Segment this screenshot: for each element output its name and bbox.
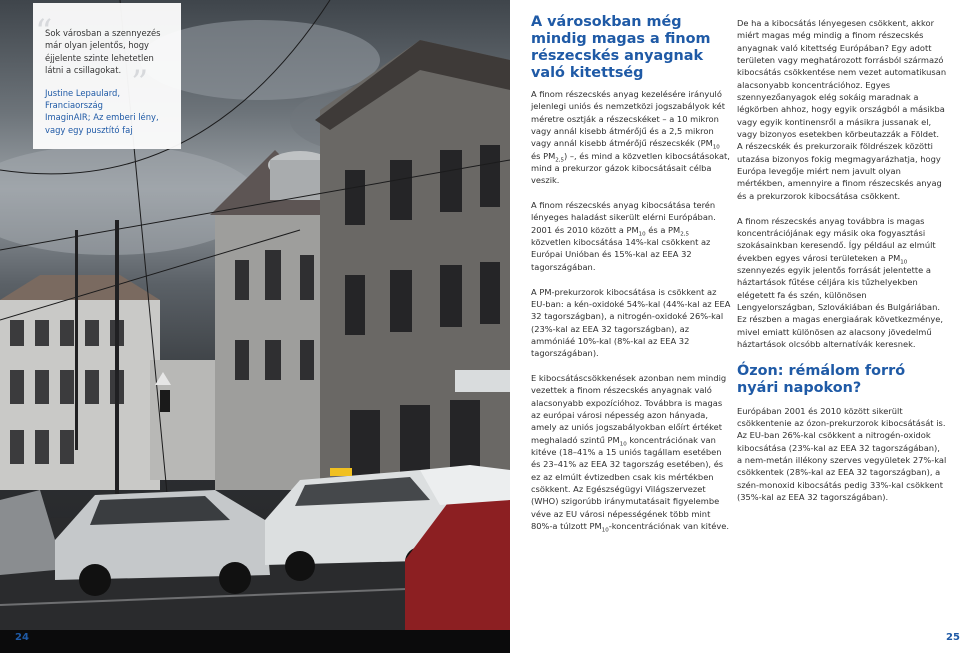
paragraph: A finom részecskés anyag kibocsátása terén lényeges haladást sikerült elérni Európában. 2001 és 2010 között a $PM_{10}$ és a $PM_{2,5}$ közvetlen kibocsátása 14%-kal csökkent az Európai Unióban és 15%-kal az EEA 32 tagországában. <box>531 200 716 272</box>
paragraph: Európában 2001 és 2010 között sikerült csökkentenie az ózon-prekurzorok kibocsátását is. Az EU-ban 26%-kal csökkent a nitrogén-oxidok kibocsátása (23%-kal az EEA 32 tagországában), a nem-metán illékony szerves vegyületek 27%-kal csökkentek (28%-kal az EEA 32 tagországban), a szén-monoxid kibocsátás pedig 33%-kal csökkent (35%-kal az EEA 32 tagországában). <box>737 405 947 503</box>
paragraph: A finom részecskés anyag továbbra is magas koncentrációjának egy másik oka fogyasztási szokásainkban keresendő. Így például az elmúlt években egyes városi területeken a $PM_{10}$ szennyezés egyik jelentős forrását jelentette a háztartások fűtése céljára kis tűzhelyekben elégetett fa és szén, különösen Lengyelországban, Szlovákiában és Bulgáriában. Ez részben a magas energiaárak következménye, mivel emiatt különösen az alacsony jövedelmű háztartások olcsóbb alternatívák keresnek. <box>737 215 944 349</box>
pull-quote-box <box>33 3 181 149</box>
paragraph: A finom részecskés anyag kezelésére irányuló jelenlegi uniós és nemzetközi jogszabályok két méretre osztják a részecskéket – a 10 mikron vagy annál kisebb átmérőjű és a 2,5 mikron vagy annál kisebb átmérőjű részecskék ($PM_{10}$ és $PM_{2,5}$) –, és mind a közvetlen kibocsátásokat, mind a prekurzor gázok kibocsátásait célba veszik. <box>531 89 730 186</box>
left-page-footer-bar <box>0 630 510 653</box>
text-column-2 <box>737 17 947 516</box>
page-number-left: 24 <box>15 632 29 643</box>
pull-quote-text: Sok városban a szennyezés már olyan jelentős, hogy éjjelente szinte lehetetlen látni a csillagokat. <box>45 28 161 76</box>
open-quote-icon: “ <box>35 12 53 52</box>
close-quote-icon: ” <box>131 63 149 103</box>
page-number-right: 25 <box>946 632 960 643</box>
text-column-1 <box>531 14 731 545</box>
section-headline-ozone: Ózon: rémálom forró nyári napokon? <box>737 362 906 396</box>
paragraph: E kibocsátáscsökkenések azonban nem mindig vezettek a finom részecskés anyagnak való alacsonyabb expozícióhoz. Továbbra is magas az európai városi népesség azon hányada, amely az uniós jogszabályokban előírt értéket meghaladó szintű $PM_{10}$ koncentrációnak van kitéve (18–41% a 15 uniós tagállam esetében és 23–41% az EEA 32 tagország esetében), és ez az elmúlt évtizedben csak kis mértékben csökkent. Az Egészségügyi Világszervezet (WHO) szigorúbb iránymutatásait figyelembe véve az EU városi népességének több mint 80%-a túlzott $PM_{10}$-koncentrációnak van kitéve. <box>531 372 729 534</box>
section-headline-fine-particles: A városokban még mindig magas a finom részecskés anyagnak való kitettség <box>531 14 711 81</box>
paragraph: A PM-prekurzorok kibocsátása is csökkent az EU-ban: a kén-oxidoké 54%-kal (44%-kal az EEA 32 tagországban), a nitrogén-oxidoké 26%-kal (23%-kal az EEA 32 tagországban), az ammóniáé 10%-kal (8%-kal az EEA 32 tagországában). <box>531 286 731 359</box>
paragraph: De ha a kibocsátás lényegesen csökkent, akkor miért magas még mindig a finom részecskés anyagnak való kitettség Európában? Egy adott területen vagy meghatározott forrásból származó kibocsátás csökkentése nem vezet automatikusan alacsonyabb koncentrációhoz. Egyes szennyezőanyagok elég sokáig maradnak a légkörben ahhoz, hogy egyik országból a másikba vagy egyik kontinensről a másikra jussanak el, vagy bizonyos esetekben körbeutazzák a Földet. A részecskék és prekurzoraik földrészek közötti utazása bizonyos fokig megmagyarázhatja, hogy Európa levegője miért nem javult olyan mértékben, amennyire a finom részecskés anyag és a prekurzorok kibocsátása csökkent. <box>737 18 947 201</box>
pull-quote-credit: Justine Lepaulard, Franciaország ImaginAIR; Az emberi lény, vagy egy pusztító faj <box>45 87 159 135</box>
